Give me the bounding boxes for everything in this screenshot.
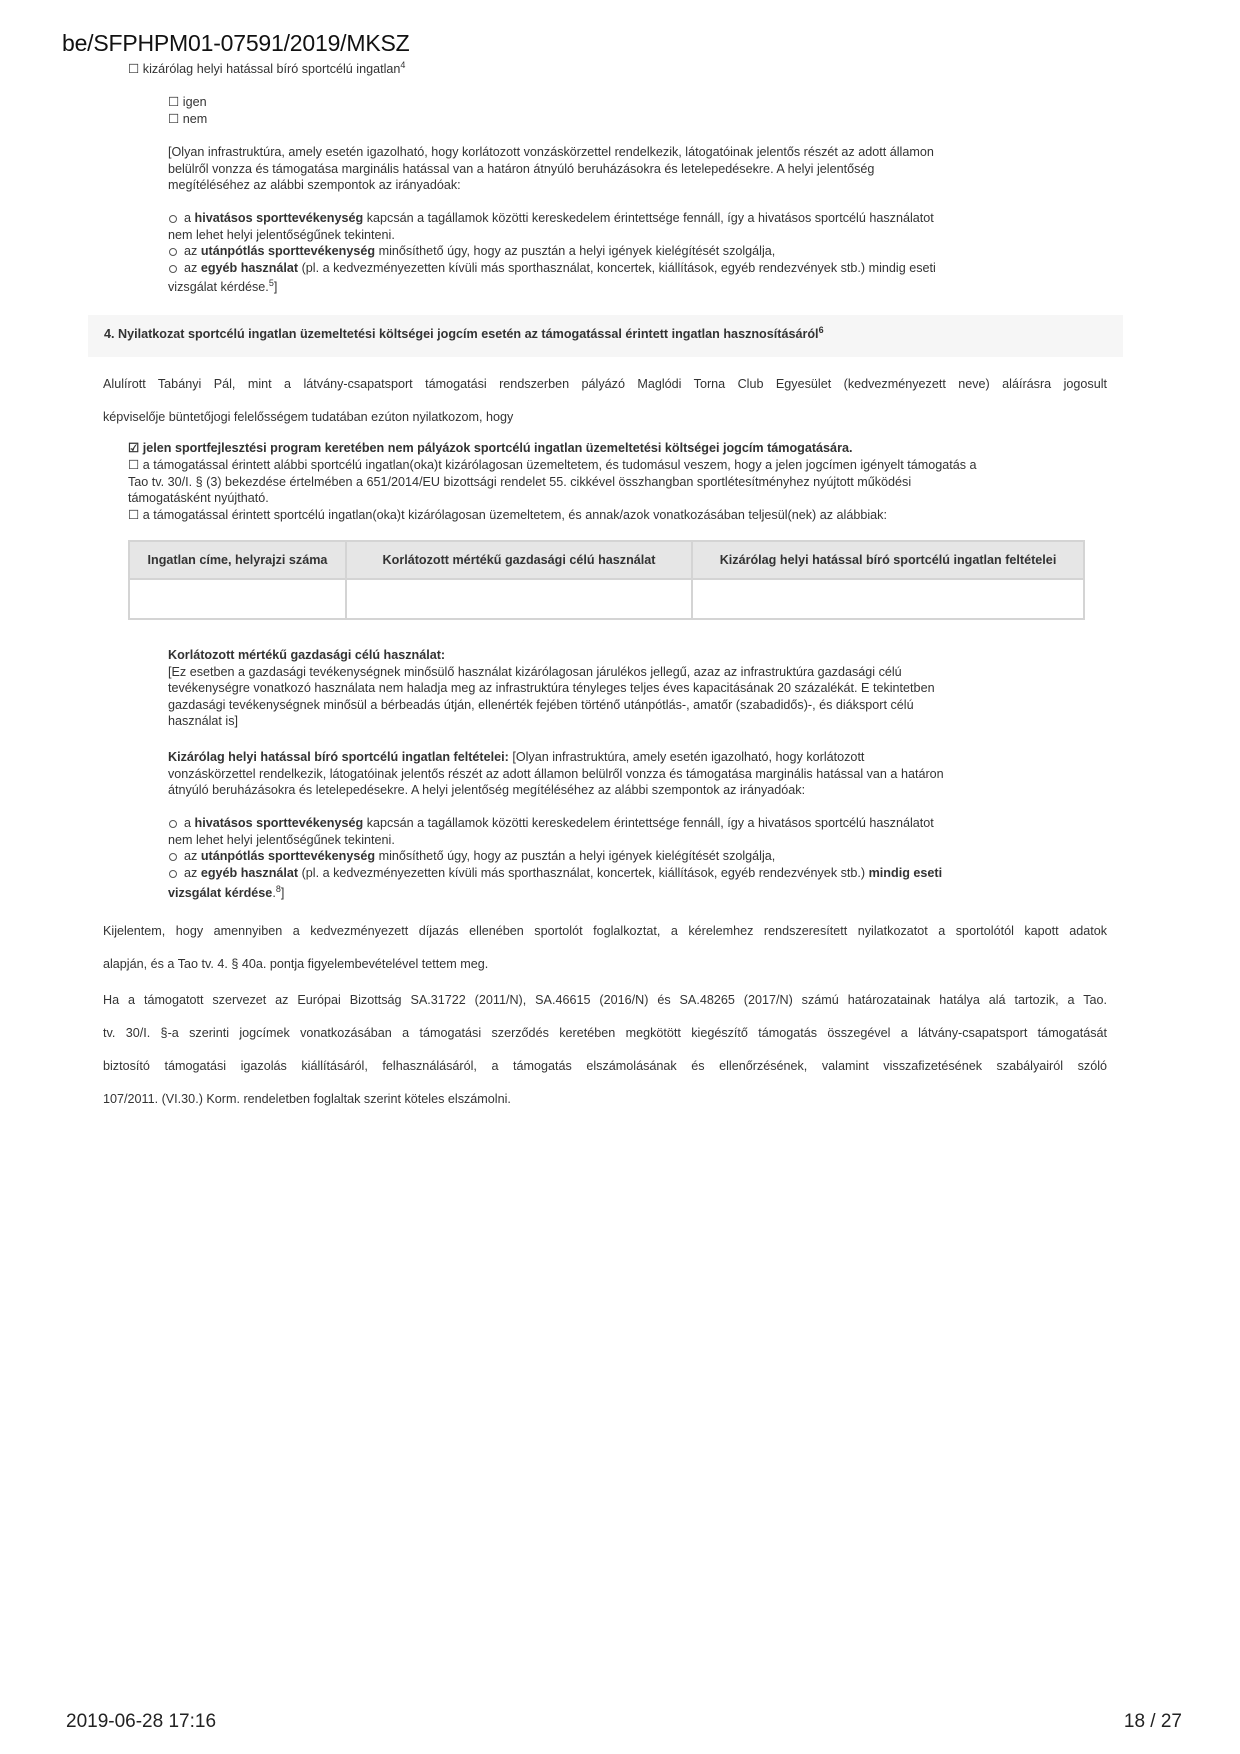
option-no[interactable]: ☐ nem: [168, 112, 208, 126]
page-number: 18 / 27: [1123, 1711, 1182, 1732]
document-id: be/SFPHPM01-07591/2019/MKSZ: [62, 30, 410, 56]
local-conditions-title: Kizárólag helyi hatással bíró sportcélú ingatlan feltételei:: [168, 750, 509, 764]
footnote-ref: 5: [268, 277, 274, 288]
checkbox-label: ☐ kizárólag helyi hatással bíró sportcélú ingatlan: [128, 62, 401, 76]
col-header-economic-use: Korlátozott mértékű gazdasági célú használat: [346, 541, 692, 579]
list-item: az egyéb használat (pl. a kedvezményezetten kívüli más sporthasználat, koncertek, kiállítások, egyéb rendezvények stb.) mindig eseti: [168, 260, 936, 277]
closing-paragraph-2: Ha a támogatott szervezet az Európai Bizottság SA.31722 (2011/N), SA.46615 (2016/N) és SA.48265 (2017/N) számú határozatainak hatálya alá tartozik, a Tao. tv. 30/I. §-a szerinti jogcímek vonatkozásában a támogatási szerződés keretében megkötött kiegészítő támogatás összegével a látvány-csapatsport támogatását biztosító támogatási igazolás kiállításáról, felhasználásáról, a támogatás elszámolásának és ellenőrzésének, valamint visszafizetésének szabályairól szóló 107/2011. (VI.30.) Korm. rendeletben foglaltak szerint köteles elszámolni.: [103, 993, 1107, 1106]
section-heading: [88, 315, 1123, 357]
list-item: az egyéb használat (pl. a kedvezményezetten kívüli más sporthasználat, koncertek, kiállítások, egyéb rendezvények stb.) mindig eseti: [168, 865, 942, 882]
local-impact-checkbox[interactable]: [128, 61, 405, 78]
list-item-continuation: nem lehet helyi jelentőségűnek tekinteni.: [168, 832, 395, 847]
list-item-continuation: vizsgálat kérdése.$^8$]: [168, 883, 285, 900]
criteria-list: [168, 210, 936, 296]
option-yes[interactable]: ☐ igen: [168, 95, 207, 109]
list-item: az utánpótlás sporttevékenység minősíthető úgy, hogy az pusztán a helyi igények kielégítését szolgálja,: [168, 848, 942, 865]
table-header-row: [129, 541, 1084, 579]
definition-title: Korlátozott mértékű gazdasági célú használat:: [168, 648, 446, 662]
col-header-address: Ingatlan címe, helyrajzi száma: [129, 541, 346, 579]
local-conditions-block: Kizárólag helyi hatással bíró sportcélú ingatlan feltételei: [Olyan infrastruktúra, amely esetén igazolható, hogy korlátozott vonzáskörzettel rendelkezik, látogatóinak jelentős részét az adott államon belülről vonzza és támogatása marginális hatással van a határon átnyúló beruházásokra és letelepedésekre. A helyi jelentőség megítéléséhez az alábbi szempontok az irányadóak:: [168, 750, 944, 797]
list-item: a hivatásos sporttevékenység kapcsán a tagállamok közötti kereskedelem érintettsége fennáll, így a hivatásos sportcélú használatot: [168, 210, 936, 227]
table-cell[interactable]: [346, 579, 692, 619]
criteria-list: [168, 815, 942, 902]
choice-not-applying[interactable]: ☑ jelen sportfejlesztési program keretében nem pályázok sportcélú ingatlan üzemeltetési költségei jogcím támogatására.: [128, 441, 853, 455]
col-header-local-conditions: Kizárólag helyi hatással bíró sportcélú ingatlan feltételei: [692, 541, 1084, 579]
footer-timestamp: 2019-06-28 17:16: [66, 1711, 217, 1732]
table-cell[interactable]: [692, 579, 1084, 619]
closing-paragraph-1: Kijelentem, hogy amennyiben a kedvezményezett díjazás ellenében sportolót foglalkoztat, a kérelemhez rendszeresített nyilatkozatot a sportolótól kapott adatok alapján, és a Tao tv. 4. § 40a. pontja figyelembevételével tettem meg.: [103, 924, 1107, 971]
section-title: 4. Nyilatkozat sportcélú ingatlan üzemeltetési költségei jogcím esetén az támogatással érintett ingatlan hasznosításáról$^6$: [104, 324, 824, 341]
footnote-ref: 8: [275, 883, 281, 894]
local-impact-paragraph: [Olyan infrastruktúra, amely esetén igazolható, hogy korlátozott vonzáskörzettel rendelkezik, látogatóinak jelentős részét az adott államon belülről vonzza és támogatása marginális hatással van a határon átnyúló beruházásokra és letelepedésekre. A helyi jelentőség megítéléséhez az alábbi szempontok az irányadóak:: [168, 145, 934, 192]
table-cell[interactable]: [129, 579, 346, 619]
declaration-intro: Alulírott Tabányi Pál, mint a látvány-csapatsport támogatási rendszerben pályázó Maglódi Torna Club Egyesület (kedvezményezett neve) aláírásra jogosult képviselője büntetőjogi felelősségem tudatában ezúton nyilatkozom, hogy: [103, 377, 1107, 424]
table-row: [129, 579, 1084, 619]
choice-conditions-met[interactable]: ☐ a támogatással érintett sportcélú ingatlan(oka)t kizárólagosan üzemeltetem, és annak/azok vonatkozásában teljesül(nek) az alábbiak:: [128, 508, 887, 522]
list-item-continuation: nem lehet helyi jelentőségűnek tekinteni.: [168, 227, 395, 242]
footnote-ref: 6: [818, 324, 824, 335]
list-item-continuation: vizsgálat kérdése.$^5$]: [168, 277, 278, 294]
definition-block: Korlátozott mértékű gazdasági célú használat: [Ez esetben a gazdasági tevékenységnek minősülő használat kizárólagosan járulékos jellegű, azaz az infrastruktúra gazdasági célú tevékenységre vonatkozó használata nem haladja meg az infrastruktúra tényleges teljes éves kapacitásának 20 százalékát. E tekintetben gazdasági tevékenységnek minősül a bérbeadás útján, ellenérték fejében történő utánpótlás-, amatőr (szabadidős)-, és diáksport célú használat is]: [168, 648, 935, 728]
list-item: az utánpótlás sporttevékenység minősíthető úgy, hogy az pusztán a helyi igények kielégítését szolgálja,: [168, 243, 936, 260]
property-table: [128, 540, 1085, 620]
list-item: a hivatásos sporttevékenység kapcsán a tagállamok közötti kereskedelem érintettsége fennáll, így a hivatásos sportcélú használatot: [168, 815, 942, 832]
footnote-ref: 4: [400, 59, 406, 70]
choice-exclusive-operation[interactable]: ☐ a támogatással érintett alábbi sportcélú ingatlan(oka)t kizárólagosan üzemeltetem, és tudomásul veszem, hogy a jelen jogcímen igényelt támogatás a Tao tv. 30/I. § (3) bekezdése értelmében a 651/2014/EU bizottsági rendelet 55. cikkével összhangban sportlétesítményhez nyújtott működési támogatásként nyújtható.: [128, 458, 977, 505]
